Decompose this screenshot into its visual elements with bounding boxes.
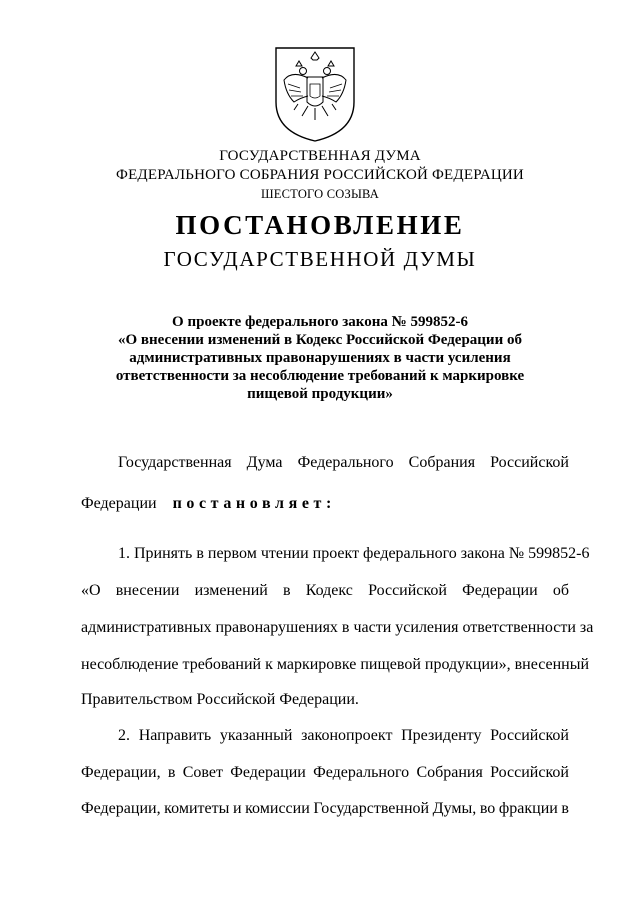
item-2-word: Совет <box>182 764 223 781</box>
item-2-word: Федерации, <box>81 800 161 817</box>
item-2-word: Российской <box>490 727 569 744</box>
item-1-word: Кодекс <box>305 582 353 599</box>
item-2-word: в <box>167 764 176 781</box>
preamble-word: Собрания <box>408 454 476 471</box>
document-title <box>60 313 580 403</box>
preamble-line <box>81 495 569 513</box>
item-1-word: «О <box>81 582 101 599</box>
item-1-line: административных правонарушениях в части усиления ответственности за <box>81 619 594 636</box>
item-1-word: об <box>552 582 569 599</box>
item-2-word: Федерального <box>313 764 410 781</box>
title-line: ответственности за несоблюдение требований к маркировке <box>115 368 525 384</box>
item-2-word: Направить <box>138 727 212 744</box>
item-1-word: в <box>283 582 291 599</box>
item-2-word: и <box>232 800 242 817</box>
convocation: ШЕСТОГО СОЗЫВА <box>260 187 380 201</box>
item-2-word: Российской <box>490 764 569 781</box>
item-1-word: изменений <box>194 582 268 599</box>
item-1-line: 1. Принять в первом чтении проект федерального закона № 599852-6 <box>118 545 590 562</box>
item-2-word: Государственной <box>313 800 430 817</box>
title-line: пищевой продукции» <box>247 386 393 402</box>
preamble-word: Федерации <box>81 495 157 512</box>
item-2-word: законопроект <box>301 727 393 744</box>
document-subtype: ГОСУДАРСТВЕННОЙ ДУМЫ <box>163 247 477 271</box>
item-1-word: внесении <box>115 582 180 599</box>
item-2-word: фракции <box>498 800 558 817</box>
document-type: ПОСТАНОВЛЕНИЕ <box>175 210 465 240</box>
item-2-word: комиссии <box>245 800 310 817</box>
preamble-word: Федерального <box>297 454 394 471</box>
item-2-word: Думы, <box>432 800 477 817</box>
item-1-line: несоблюдение требований к маркировке пищевой продукции», внесенный <box>81 656 590 673</box>
item-2-line <box>81 764 569 782</box>
decree-word: постановляет: <box>172 495 336 512</box>
preamble-word: Государственная <box>118 454 232 471</box>
preamble-word: Российской <box>490 454 569 471</box>
item-2-word: Федерации <box>230 764 306 781</box>
preamble-word: Дума <box>246 454 283 471</box>
item-2-word: во <box>479 800 496 817</box>
title-line: О проекте федерального закона № 599852-6 <box>172 314 468 330</box>
issuer-name: ГОСУДАРСТВЕННАЯ ДУМА <box>219 148 421 164</box>
issuer-parent: ФЕДЕРАЛЬНОГО СОБРАНИЯ РОССИЙСКОЙ ФЕДЕРАЦИИ <box>116 167 524 183</box>
item-2-word: Федерации, <box>81 764 161 781</box>
item-2-word: указанный <box>219 727 293 744</box>
coat-of-arms-emblem <box>270 44 360 144</box>
item-1-word: Федерации <box>462 582 538 599</box>
preamble-line <box>118 454 569 472</box>
title-line: административных правонарушениях в части усиления <box>129 350 511 366</box>
item-2-line <box>81 800 569 818</box>
title-line: «О внесении изменений в Кодекс Российской Федерации об <box>118 332 522 348</box>
item-2-word: комитеты <box>164 800 230 817</box>
item-2-word: в <box>561 800 569 817</box>
item-2-word: 2. <box>118 727 130 744</box>
item-2-line <box>118 727 569 745</box>
item-1-word: Российской <box>368 582 447 599</box>
item-1-line: Правительством Российской Федерации. <box>81 691 359 708</box>
item-2-word: Собрания <box>416 764 483 781</box>
item-2-word: Президенту <box>401 727 482 744</box>
item-1-line <box>81 582 569 600</box>
